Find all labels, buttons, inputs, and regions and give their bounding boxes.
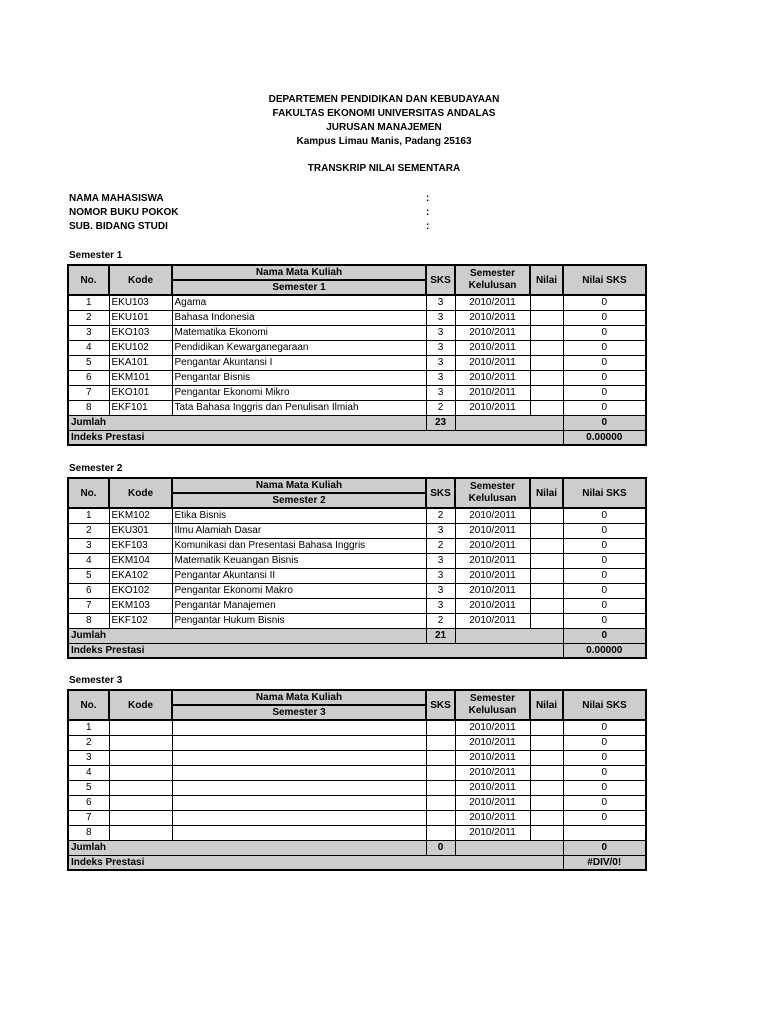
total-row: [68, 628, 646, 643]
cell-nama: Ilmu Alamiah Dasar: [172, 523, 426, 538]
cell-kode: EKF102: [109, 613, 172, 628]
cell-semester: 2010/2011: [455, 400, 530, 415]
cell-kode: EKA101: [109, 355, 172, 370]
table-row: [68, 735, 646, 750]
total-nilai-sks: 0: [563, 628, 646, 643]
cell-sks: 3: [426, 523, 455, 538]
cell-nama: Pengantar Bisnis: [172, 370, 426, 385]
cell-sks: [426, 735, 455, 750]
col-subheader-semester: Semester 3: [172, 705, 426, 720]
cell-sks: 3: [426, 370, 455, 385]
cell-nilai: [530, 598, 563, 613]
table-row: [68, 355, 646, 370]
cell-kode: [109, 750, 172, 765]
cell-kode: EKM103: [109, 598, 172, 613]
cell-nilai-sks: 0: [563, 568, 646, 583]
header-major: JURUSAN MANAJEMEN: [326, 122, 442, 133]
cell-no: 6: [68, 795, 109, 810]
cell-semester: 2010/2011: [455, 538, 530, 553]
cell-nilai: [530, 370, 563, 385]
cell-nilai: [530, 385, 563, 400]
gpa-value: 0.00000: [563, 430, 646, 445]
cell-nama: Pendidikan Kewarganegaraan: [172, 340, 426, 355]
cell-no: 8: [68, 400, 109, 415]
cell-nama: Komunikasi dan Presentasi Bahasa Inggris: [172, 538, 426, 553]
table-row: [68, 553, 646, 568]
total-nilai-sks: 0: [563, 840, 646, 855]
cell-no: 7: [68, 598, 109, 613]
table-header-row: [68, 690, 646, 705]
cell-kode: EKM104: [109, 553, 172, 568]
col-header-sks: SKS: [426, 690, 455, 720]
gpa-label: Indeks Prestasi: [68, 855, 563, 870]
cell-no: 8: [68, 825, 109, 840]
table-row: [68, 325, 646, 340]
cell-kode: EKO103: [109, 325, 172, 340]
cell-nilai: [530, 583, 563, 598]
table-row: [68, 780, 646, 795]
cell-kode: EKF103: [109, 538, 172, 553]
cell-nama: Agama: [172, 295, 426, 310]
gpa-value: #DIV/0!: [563, 855, 646, 870]
cell-kode: EKM102: [109, 508, 172, 523]
col-header-semester: [455, 690, 530, 720]
cell-nama: [172, 780, 426, 795]
cell-sks: [426, 825, 455, 840]
cell-nilai-sks: 0: [563, 583, 646, 598]
total-row: [68, 415, 646, 430]
cell-kode: EKO102: [109, 583, 172, 598]
cell-nama: [172, 720, 426, 735]
cell-nilai-sks: 0: [563, 355, 646, 370]
gpa-value: 0.00000: [563, 643, 646, 658]
table-row: [68, 583, 646, 598]
col-header-nama: Nama Mata Kuliah: [172, 265, 426, 280]
col-header-semester-line2: Kelulusan: [468, 493, 517, 504]
col-header-semester: [455, 478, 530, 508]
cell-kode: [109, 780, 172, 795]
cell-nilai: [530, 340, 563, 355]
col-header-kode: Kode: [109, 265, 172, 295]
cell-sks: [426, 750, 455, 765]
cell-no: 7: [68, 810, 109, 825]
cell-nilai: [530, 810, 563, 825]
document-header: [0, 93, 768, 176]
total-blank: [455, 628, 563, 643]
cell-sks: 3: [426, 553, 455, 568]
col-header-kode: Kode: [109, 690, 172, 720]
table-row: [68, 765, 646, 780]
info-colon: :: [426, 221, 430, 232]
cell-nilai-sks: 0: [563, 735, 646, 750]
cell-sks: 3: [426, 598, 455, 613]
cell-no: 6: [68, 370, 109, 385]
cell-nilai-sks: 0: [563, 598, 646, 613]
cell-kode: EKU301: [109, 523, 172, 538]
cell-nama: Tata Bahasa Inggris dan Penulisan Ilmiah: [172, 400, 426, 415]
cell-sks: [426, 765, 455, 780]
col-header-nilai-sks: Nilai SKS: [563, 478, 646, 508]
cell-nama: Pengantar Akuntansi II: [172, 568, 426, 583]
cell-nilai: [530, 750, 563, 765]
cell-no: 2: [68, 735, 109, 750]
cell-kode: EKF101: [109, 400, 172, 415]
cell-sks: 2: [426, 538, 455, 553]
col-header-no: No.: [68, 265, 109, 295]
cell-no: 4: [68, 765, 109, 780]
col-header-semester-line1: Semester: [469, 693, 516, 704]
cell-semester: 2010/2011: [455, 508, 530, 523]
cell-nama: Pengantar Manajemen: [172, 598, 426, 613]
total-nilai-sks: 0: [563, 415, 646, 430]
cell-nilai: [530, 765, 563, 780]
cell-semester: 2010/2011: [455, 825, 530, 840]
semester-label: Semester 2: [69, 463, 123, 474]
table-row: [68, 523, 646, 538]
table-row: [68, 613, 646, 628]
info-label: SUB. BIDANG STUDI: [69, 221, 168, 232]
cell-no: 5: [68, 355, 109, 370]
cell-kode: [109, 765, 172, 780]
info-colon: :: [426, 193, 430, 204]
cell-nama: [172, 735, 426, 750]
cell-kode: [109, 735, 172, 750]
cell-kode: EKU101: [109, 310, 172, 325]
gpa-row: [68, 643, 646, 658]
total-sks: 21: [426, 628, 455, 643]
cell-nilai-sks: 0: [563, 340, 646, 355]
cell-sks: 3: [426, 385, 455, 400]
info-label: NAMA MAHASISWA: [69, 193, 164, 204]
cell-nilai: [530, 613, 563, 628]
table-row: [68, 720, 646, 735]
cell-no: 3: [68, 750, 109, 765]
cell-sks: 3: [426, 355, 455, 370]
cell-kode: EKU102: [109, 340, 172, 355]
cell-semester: 2010/2011: [455, 795, 530, 810]
cell-nama: [172, 750, 426, 765]
table-row: [68, 750, 646, 765]
total-row: [68, 840, 646, 855]
cell-nama: [172, 810, 426, 825]
cell-nilai-sks: 0: [563, 553, 646, 568]
table-row: [68, 825, 646, 840]
cell-semester: 2010/2011: [455, 780, 530, 795]
col-header-nilai-sks: Nilai SKS: [563, 265, 646, 295]
cell-nilai: [530, 325, 563, 340]
cell-nilai: [530, 568, 563, 583]
col-header-nilai: Nilai: [530, 265, 563, 295]
table-row: [68, 310, 646, 325]
cell-kode: [109, 825, 172, 840]
info-row-field: [69, 220, 449, 234]
info-row-number: [69, 206, 449, 220]
total-label: Jumlah: [68, 840, 426, 855]
col-header-kode: Kode: [109, 478, 172, 508]
gpa-row: [68, 430, 646, 445]
cell-semester: 2010/2011: [455, 523, 530, 538]
col-header-nama: Nama Mata Kuliah: [172, 478, 426, 493]
cell-nilai-sks: 0: [563, 780, 646, 795]
cell-nilai-sks: 0: [563, 370, 646, 385]
col-header-nama: Nama Mata Kuliah: [172, 690, 426, 705]
cell-nilai-sks: 0: [563, 295, 646, 310]
cell-nilai-sks: 0: [563, 310, 646, 325]
cell-no: 2: [68, 523, 109, 538]
cell-nilai-sks: 0: [563, 538, 646, 553]
cell-sks: [426, 810, 455, 825]
col-header-sks: SKS: [426, 265, 455, 295]
cell-nilai: [530, 795, 563, 810]
cell-nilai: [530, 720, 563, 735]
cell-sks: 3: [426, 295, 455, 310]
cell-no: 3: [68, 325, 109, 340]
cell-sks: 2: [426, 508, 455, 523]
header-address: Kampus Limau Manis, Padang 25163: [296, 136, 472, 147]
cell-nilai: [530, 553, 563, 568]
col-header-no: No.: [68, 478, 109, 508]
table-row: [68, 508, 646, 523]
col-header-no: No.: [68, 690, 109, 720]
cell-semester: 2010/2011: [455, 750, 530, 765]
cell-no: 8: [68, 613, 109, 628]
cell-semester: 2010/2011: [455, 310, 530, 325]
total-sks: 0: [426, 840, 455, 855]
cell-no: 1: [68, 720, 109, 735]
table-row: [68, 568, 646, 583]
cell-sks: [426, 720, 455, 735]
cell-nilai-sks: 0: [563, 720, 646, 735]
col-header-sks: SKS: [426, 478, 455, 508]
cell-kode: EKM101: [109, 370, 172, 385]
cell-no: 1: [68, 508, 109, 523]
cell-no: 5: [68, 568, 109, 583]
cell-semester: 2010/2011: [455, 735, 530, 750]
cell-nilai: [530, 780, 563, 795]
cell-nilai-sks: 0: [563, 508, 646, 523]
col-header-semester-line1: Semester: [469, 481, 516, 492]
cell-sks: 3: [426, 340, 455, 355]
cell-semester: 2010/2011: [455, 583, 530, 598]
col-header-nilai: Nilai: [530, 690, 563, 720]
cell-no: 5: [68, 780, 109, 795]
cell-nilai-sks: 0: [563, 795, 646, 810]
cell-nilai-sks: 0: [563, 750, 646, 765]
cell-nilai-sks: 0: [563, 400, 646, 415]
cell-no: 4: [68, 553, 109, 568]
cell-no: 3: [68, 538, 109, 553]
semester-label: Semester 1: [69, 250, 123, 261]
cell-kode: [109, 810, 172, 825]
cell-kode: EKA102: [109, 568, 172, 583]
cell-sks: [426, 780, 455, 795]
cell-nama: Matematik Keuangan Bisnis: [172, 553, 426, 568]
col-header-semester: [455, 265, 530, 295]
cell-nama: Pengantar Hukum Bisnis: [172, 613, 426, 628]
col-header-nilai: Nilai: [530, 478, 563, 508]
gpa-label: Indeks Prestasi: [68, 643, 563, 658]
total-label: Jumlah: [68, 415, 426, 430]
table-row: [68, 795, 646, 810]
cell-kode: [109, 795, 172, 810]
cell-nama: [172, 795, 426, 810]
col-header-semester-line2: Kelulusan: [468, 705, 517, 716]
col-header-nilai-sks: Nilai SKS: [563, 690, 646, 720]
cell-nilai-sks: 0: [563, 385, 646, 400]
cell-semester: 2010/2011: [455, 340, 530, 355]
col-subheader-semester: Semester 1: [172, 280, 426, 295]
table-row: [68, 538, 646, 553]
info-colon: :: [426, 207, 430, 218]
cell-nilai: [530, 400, 563, 415]
cell-sks: [426, 795, 455, 810]
cell-semester: 2010/2011: [455, 765, 530, 780]
cell-semester: 2010/2011: [455, 720, 530, 735]
cell-nilai: [530, 735, 563, 750]
cell-nilai: [530, 825, 563, 840]
total-sks: 23: [426, 415, 455, 430]
header-faculty: FAKULTAS EKONOMI UNIVERSITAS ANDALAS: [272, 108, 496, 119]
table-row: [68, 400, 646, 415]
info-row-name: [69, 192, 449, 206]
cell-kode: EKO101: [109, 385, 172, 400]
cell-semester: 2010/2011: [455, 295, 530, 310]
col-subheader-semester: Semester 2: [172, 493, 426, 508]
cell-nama: Matematika Ekonomi: [172, 325, 426, 340]
info-label: NOMOR BUKU POKOK: [69, 207, 179, 218]
cell-semester: 2010/2011: [455, 325, 530, 340]
col-header-semester-line2: Kelulusan: [468, 280, 517, 291]
cell-nama: Pengantar Ekonomi Mikro: [172, 385, 426, 400]
table-header-row: [68, 265, 646, 280]
cell-nilai-sks: 0: [563, 765, 646, 780]
cell-kode: EKU103: [109, 295, 172, 310]
cell-semester: 2010/2011: [455, 598, 530, 613]
cell-semester: 2010/2011: [455, 370, 530, 385]
cell-semester: 2010/2011: [455, 613, 530, 628]
cell-nilai-sks: [563, 825, 646, 840]
document-title: TRANSKRIP NILAI SEMENTARA: [307, 163, 461, 174]
cell-no: 2: [68, 310, 109, 325]
cell-nama: Pengantar Akuntansi I: [172, 355, 426, 370]
cell-semester: 2010/2011: [455, 385, 530, 400]
cell-nilai-sks: 0: [563, 613, 646, 628]
cell-nama: Pengantar Ekonomi Makro: [172, 583, 426, 598]
cell-semester: 2010/2011: [455, 810, 530, 825]
cell-nilai: [530, 538, 563, 553]
semester-label: Semester 3: [69, 675, 123, 686]
total-label: Jumlah: [68, 628, 426, 643]
cell-sks: 3: [426, 325, 455, 340]
cell-semester: 2010/2011: [455, 355, 530, 370]
table-row: [68, 810, 646, 825]
gpa-row: [68, 855, 646, 870]
cell-sks: 3: [426, 310, 455, 325]
cell-kode: [109, 720, 172, 735]
gpa-label: Indeks Prestasi: [68, 430, 563, 445]
cell-nilai-sks: 0: [563, 523, 646, 538]
cell-nilai-sks: 0: [563, 325, 646, 340]
table-row: [68, 385, 646, 400]
cell-sks: 2: [426, 613, 455, 628]
col-header-semester-line1: Semester: [469, 268, 516, 279]
total-blank: [455, 840, 563, 855]
table-header-row: [68, 478, 646, 493]
student-info: [69, 192, 449, 234]
cell-nama: [172, 765, 426, 780]
table-row: [68, 370, 646, 385]
total-blank: [455, 415, 563, 430]
cell-semester: 2010/2011: [455, 568, 530, 583]
cell-no: 1: [68, 295, 109, 310]
cell-sks: 2: [426, 400, 455, 415]
cell-nama: Etika Bisnis: [172, 508, 426, 523]
cell-nama: Bahasa Indonesia: [172, 310, 426, 325]
table-row: [68, 340, 646, 355]
semester-table: [67, 264, 647, 446]
cell-nilai: [530, 310, 563, 325]
cell-no: 7: [68, 385, 109, 400]
cell-sks: 3: [426, 583, 455, 598]
cell-nilai: [530, 355, 563, 370]
table-row: [68, 295, 646, 310]
cell-nilai-sks: 0: [563, 810, 646, 825]
semester-table: [67, 477, 647, 659]
semester-table: [67, 689, 647, 871]
cell-no: 6: [68, 583, 109, 598]
cell-nama: [172, 825, 426, 840]
table-row: [68, 598, 646, 613]
cell-nilai: [530, 523, 563, 538]
cell-nilai: [530, 508, 563, 523]
cell-no: 4: [68, 340, 109, 355]
cell-sks: 3: [426, 568, 455, 583]
cell-nilai: [530, 295, 563, 310]
cell-semester: 2010/2011: [455, 553, 530, 568]
header-department: DEPARTEMEN PENDIDIKAN DAN KEBUDAYAAN: [268, 94, 500, 105]
